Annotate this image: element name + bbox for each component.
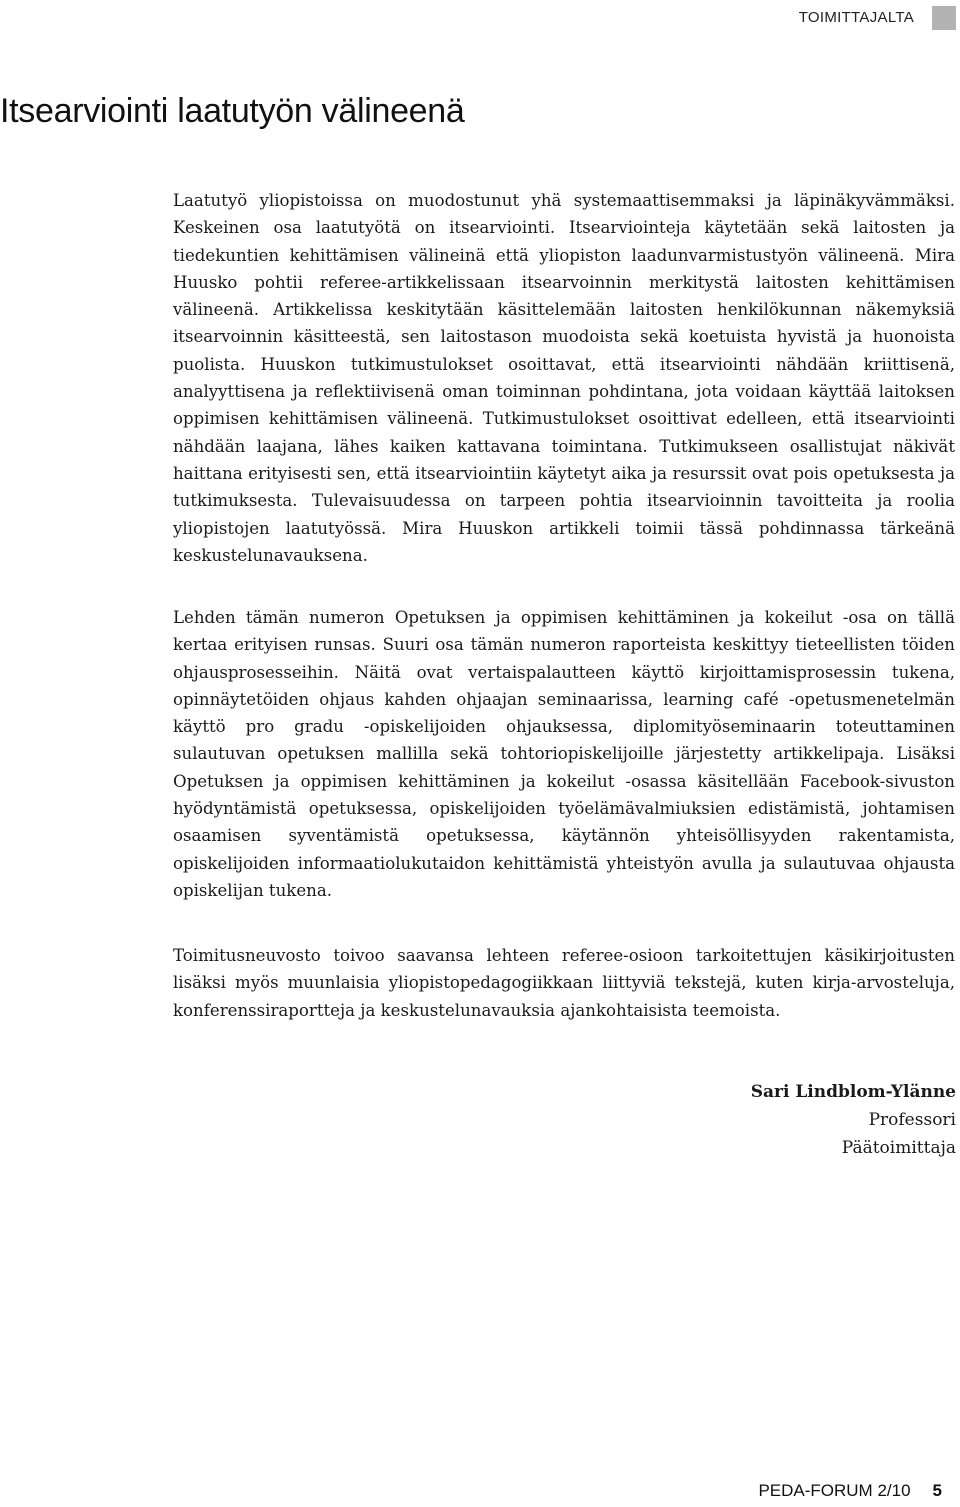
body-paragraph-2: Lehden tämän numeron Opetuksen ja oppimisen kehittäminen ja kokeilut -osa on tällä kertaa erityisen runsas. Suuri osa tämän numeron raporteista keskittyy tieteellisten töiden ohjausprosesseihin. Näitä ovat vertaispalautteen käyttö kirjoittamisprosessin tukena, opinnäytetöiden ohjaus kahden ohjaajan seminaarissa, learning café -opetusmenetelmän käyttö pro gradu -opiskelijoiden ohjauksessa, diplomityöseminaarin toteuttaminen sulautuvan opetuksen mallilla sekä tohtoriopiskelijoille järjestetty artikkelipaja. Lisäksi Opetuksen ja oppimisen kehittäminen ja kokeilut -osassa käsitellään Facebook-sivuston hyödyntämistä opetuksessa, opiskelijoiden työelämävalmiuksien edistämistä, johtamisen osaamisen syventämistä opetuksessa, käytännön yhteisöllisyyden rakentamista, opiskelijoiden informaatiolukutaidon kehittämistä yhteistyön avulla ja sulautuvaa ohjausta opiskelijan tukena. <box>173 608 955 900</box>
publication-name: PEDA-FORUM 2/10 <box>758 1481 911 1500</box>
signature-role: Päätoimittaja <box>841 1138 956 1158</box>
signature-name: Sari Lindblom-Ylänne <box>750 1082 956 1102</box>
signature-block <box>751 1078 956 1162</box>
signature-title: Professori <box>868 1110 956 1130</box>
body-paragraph-3: Toimitusneuvosto toivoo saavansa lehteen referee-osioon tarkoitettujen käsikirjoitusten lisäksi myös muunlaisia yliopistopedagogiikkaan liittyviä tekstejä, kuten kirja-arvosteluja, konferenssiraportteja ja keskustelunavauksia ajankohtaisista teemoista. <box>173 946 955 1020</box>
section-marker-square <box>932 6 956 30</box>
page-number: 5 <box>932 1481 942 1500</box>
page-title: Itsearviointi laatutyön välineenä <box>0 92 465 130</box>
body-paragraph-1: Laatutyö yliopistoissa on muodostunut yhä systemaattisemmaksi ja läpinäkyvämmäksi. Keskeinen osa laatutyötä on itsearviointi. Itsearviointeja käytetään sekä laitosten ja tiedekuntien kehittämisen välineinä että yliopiston laadunvarmistustyön välineenä. Mira Huusko pohtii referee-artikkelissaan itsearvoinnin merkitystä laitosten kehittämisen välineenä. Artikkelissa keskitytään käsittelemään laitosten henkilökunnan näkemyksiä itsearvoinnin käsitteestä, sen laitostason muodoista sekä koetuista hyvistä ja huonoista puolista. Huuskon tutkimustulokset osoittavat, että itsearviointi nähdään kriittisenä, analyyttisena ja reflektiivisenä oman toiminnan pohdintana, jota voidaan käyttää laitoksen oppimisen kehittämisen välineenä. Tutkimustulokset osoittivat edelleen, että itsearviointi nähdään laajana, lähes kaiken kattavana toimintana. Tutkimukseen osallistujat näkivät haittana erityisesti sen, että itsearviointiin käytetyt aika ja resurssit ovat pois opetuksesta ja tutkimuksesta. Tulevaisuudessa on tarpeen pohtia itsearvioinnin tavoitteita ja roolia yliopistojen laatutyössä. Mira Huuskon artikkeli toimii tässä pohdinnassa tärkeänä keskustelunavauksena. <box>173 191 955 565</box>
page-footer <box>758 1481 942 1501</box>
section-label: TOIMITTAJALTA <box>798 9 914 26</box>
